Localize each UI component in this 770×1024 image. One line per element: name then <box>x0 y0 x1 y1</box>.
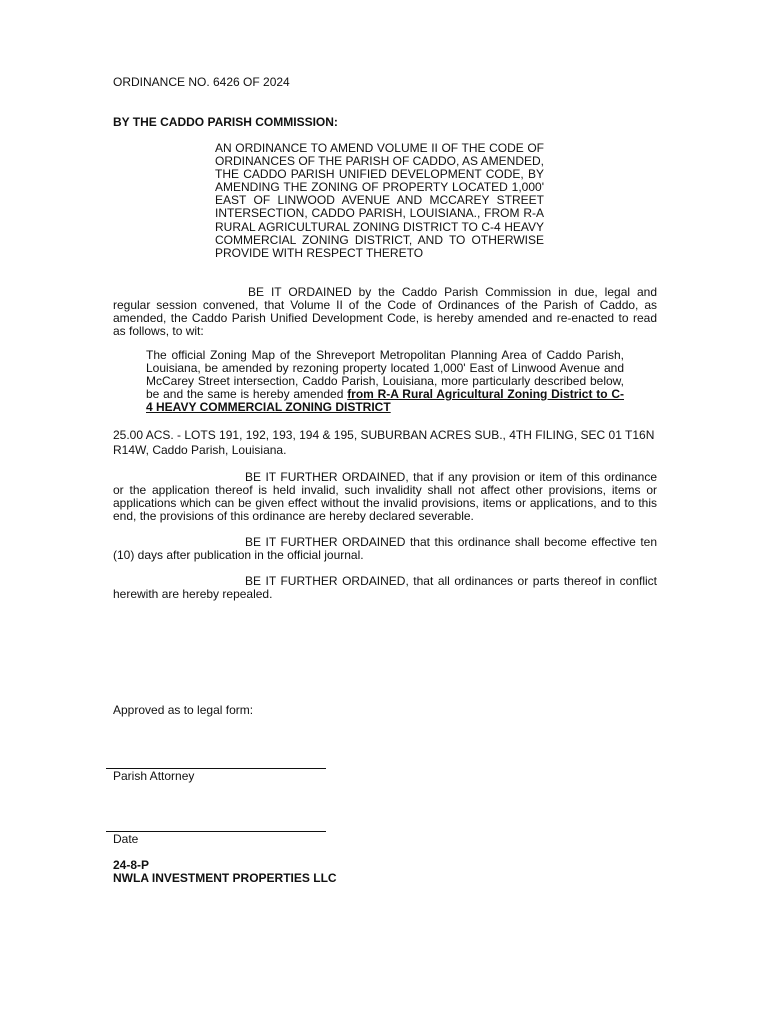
date-signature-line <box>106 831 326 832</box>
rezoning-emphasis: from R-A Rural Agricultural Zoning District to C-4 HEAVY COMMERCIAL ZONING DISTRICT <box>146 387 625 414</box>
commission-heading: BY THE CADDO PARISH COMMISSION: <box>113 115 338 129</box>
ordinance-title: AN ORDINANCE TO AMEND VOLUME II OF THE CODE OF ORDINANCES OF THE PARISH OF CADDO, AS AMENDED, THE CADDO PARISH UNIFIED DEVELOPMENT CODE, BY AMENDING THE ZONING OF PROPERTY LOCATED 1,000' EAST OF LINWOOD AVENUE AND MCCAREY STREET INTERSECTION, CADDO PARISH, LOUISIANA., FROM R-A RURAL AGRICULTURAL ZONING DISTRICT TO C-4 HEAVY COMMERCIAL ZONING DISTRICT, AND TO OTHERWISE PROVIDE WITH RESPECT THERETO <box>215 141 544 260</box>
zoning-map-text: The official Zoning Map of the Shreveport Metropolitan Planning Area of Caddo Parish, Louisiana, be amended by rezoning property located 1,000' East of Linwood Avenue and McCarey Street intersection, Caddo Parish, Louisiana, more particularly described below, be and the same is hereby amended <box>146 348 624 401</box>
applicant-name: NWLA INVESTMENT PROPERTIES LLC <box>113 871 337 885</box>
approved-label: Approved as to legal form: <box>113 703 254 717</box>
legal-description: 25.00 ACS. - LOTS 191, 192, 193, 194 & 195, SUBURBAN ACRES SUB., 4TH FILING, SEC 01 T16N R14W, Caddo Parish, Louisiana. <box>113 428 655 457</box>
severability-paragraph: BE IT FURTHER ORDAINED, that if any provision or item of this ordinance or the application thereof is held invalid, such invalidity shall not affect other provisions, items or applications which can be given effect without the invalid provisions, items or applications, and to this end, the provisions of this ordinance are hereby declared severable. <box>113 470 657 523</box>
repeal-paragraph: BE IT FURTHER ORDAINED, that all ordinances or parts thereof in conflict herewith are hereby repealed. <box>113 574 657 601</box>
date-label: Date <box>113 832 139 846</box>
ordinance-number: ORDINANCE NO. 6426 OF 2024 <box>113 75 290 89</box>
case-number: 24-8-P <box>113 858 150 872</box>
effective-date-paragraph: BE IT FURTHER ORDAINED that this ordinance shall become effective ten (10) days after publication in the official journal. <box>113 535 657 562</box>
zoning-map-paragraph <box>146 349 624 414</box>
attorney-label: Parish Attorney <box>113 769 195 783</box>
ordained-paragraph: BE IT ORDAINED by the Caddo Parish Commission in due, legal and regular session convened, that Volume II of the Code of Ordinances of the Parish of Caddo, as amended, the Caddo Parish Unified Development Code, is hereby amended and re-enacted to read as follows, to wit: <box>113 285 657 338</box>
